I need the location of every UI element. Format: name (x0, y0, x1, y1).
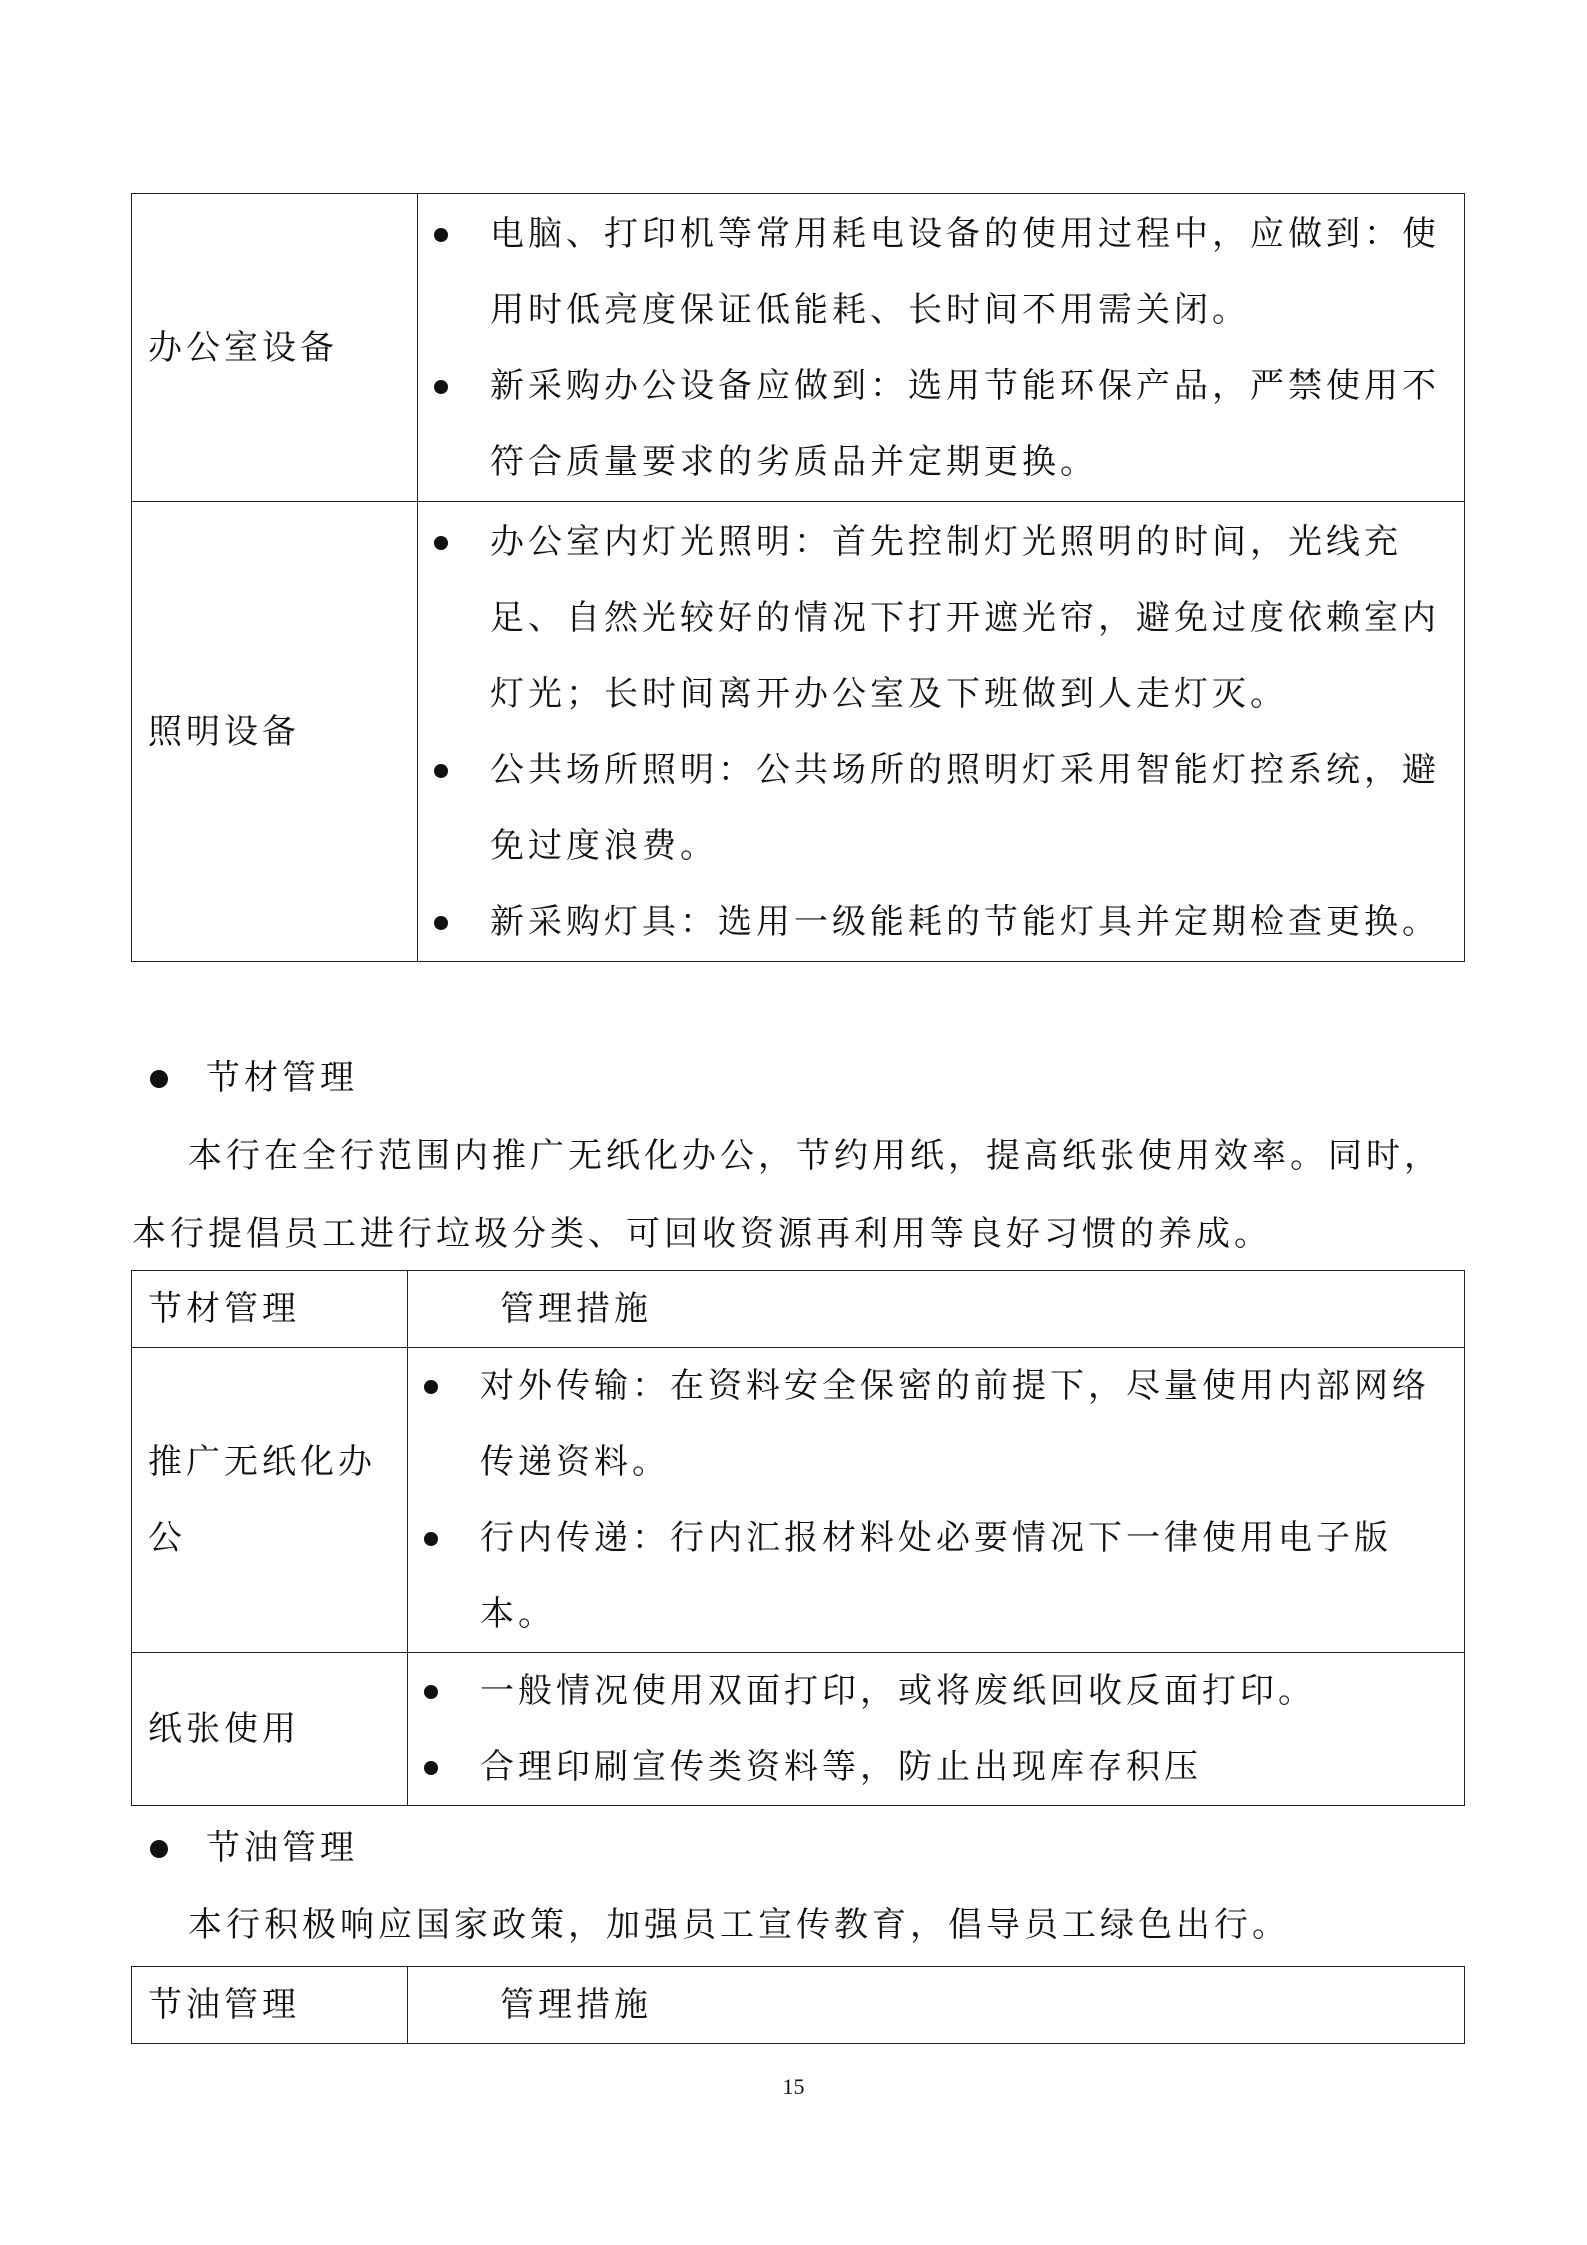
row-measures (418, 194, 1465, 502)
bullet-icon (150, 1070, 168, 1088)
row-measures (408, 1348, 1465, 1653)
row-measures (408, 1653, 1465, 1806)
row-category: 推广无纸化办公 (132, 1348, 408, 1653)
list-item: 新采购办公设备应做到：选用节能环保产品，严禁使用不符合质量要求的劣质品并定期更换。 (418, 348, 1448, 500)
section-title: 节油管理 (206, 1828, 358, 1868)
table-row (132, 1653, 1465, 1806)
list-item: 新采购灯具：选用一级能耗的节能灯具并定期检查更换。 (418, 884, 1448, 960)
section-paragraph: 本行积极响应国家政策，加强员工宣传教育，倡导员工绿色出行。 (188, 1905, 1290, 1945)
list-item: 电脑、打印机等常用耗电设备的使用过程中，应做到：使用时低亮度保证低能耗、长时间不用需关闭。 (418, 196, 1448, 348)
column-header: 节材管理 (132, 1271, 408, 1348)
table-header-row (132, 1967, 1465, 2044)
list-item: 行内传递：行内汇报材料处必要情况下一律使用电子版本。 (408, 1500, 1448, 1652)
column-header: 节油管理 (132, 1967, 408, 2044)
section-title: 节材管理 (206, 1058, 358, 1098)
list-item: 对外传输：在资料安全保密的前提下，尽量使用内部网络传递资料。 (408, 1348, 1448, 1500)
section-paragraph: 本行在全行范围内推广无纸化办公，节约用纸，提高纸张使用效率。同时，本行提倡员工进行垃圾分类、可回收资源再利用等良好习惯的养成。 (132, 1136, 1442, 1254)
fuel-table (131, 1966, 1465, 2044)
row-category: 照明设备 (132, 502, 418, 962)
energy-equipment-table (131, 193, 1465, 962)
list-item: 合理印刷宣传类资料等，防止出现库存积压 (408, 1729, 1448, 1805)
table-row (132, 194, 1465, 502)
bullet-icon (150, 1840, 168, 1858)
list-item: 公共场所照明：公共场所的照明灯采用智能灯控系统，避免过度浪费。 (418, 732, 1448, 884)
column-header: 管理措施 (408, 1271, 1465, 1348)
list-item: 一般情况使用双面打印，或将废纸回收反面打印。 (408, 1653, 1448, 1729)
table-row (132, 502, 1465, 962)
row-measures (418, 502, 1465, 962)
materials-table (131, 1270, 1465, 1806)
table-header-row (132, 1271, 1465, 1348)
page-number: 15 (782, 2074, 805, 2099)
list-item: 办公室内灯光照明：首先控制灯光照明的时间，光线充足、自然光较好的情况下打开遮光帘，避免过度依赖室内灯光；长时间离开办公室及下班做到人走灯灭。 (418, 504, 1448, 732)
row-category: 办公室设备 (132, 194, 418, 502)
column-header: 管理措施 (408, 1967, 1465, 2044)
row-category: 纸张使用 (132, 1653, 408, 1806)
table-row (132, 1348, 1465, 1653)
